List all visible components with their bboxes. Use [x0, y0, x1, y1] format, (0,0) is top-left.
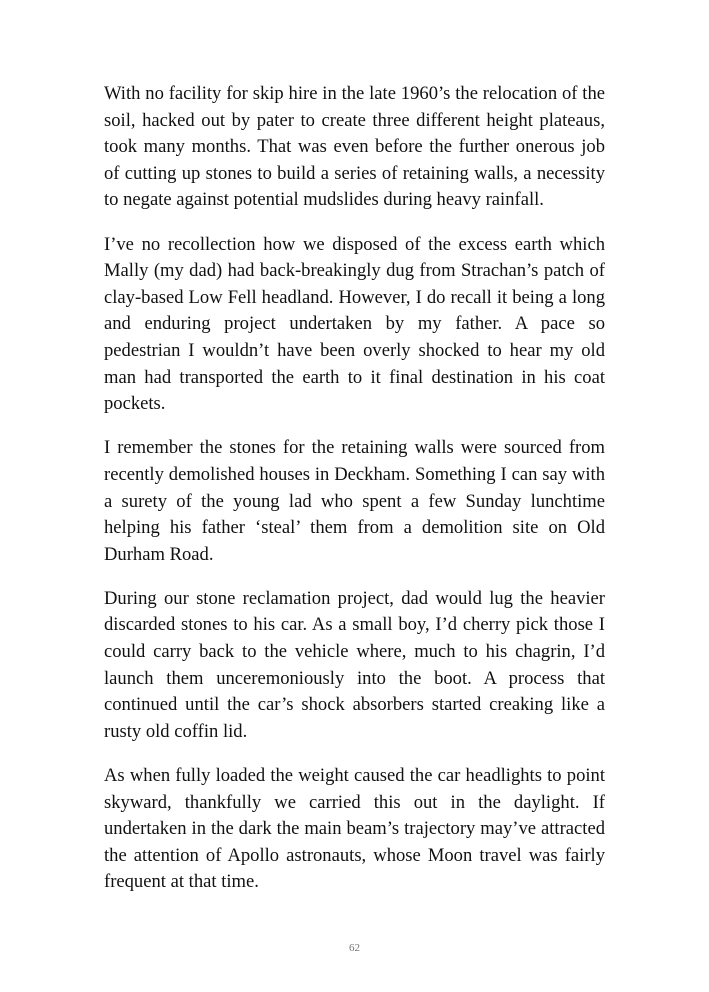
body-text [104, 81, 605, 914]
page-number: 62 [349, 942, 360, 954]
paragraph-2: I’ve no recollection how we disposed of the excess earth which Mally (my dad) had back-breakingly dug from Strachan’s patch of clay-based Low Fell headland. However, I do recall it being a long and enduring project undertaken by my father. A pace so pedestrian I wouldn’t have been overly shocked to hear my old man had transported the earth to it final destination in his coat pockets. [104, 233, 605, 415]
paragraph-1: With no facility for skip hire in the late 1960’s the relocation of the soil, hacked out by pater to create three different height plateaus, took many months. That was even before the further onerous job of cutting up stones to build a series of retaining walls, a necessity to negate against potential mudslides during heavy rainfall. [104, 83, 605, 211]
paragraph-5: As when fully loaded the weight caused the car headlights to point skyward, thankfully we carried this out in the daylight. If undertaken in the dark the main beam’s trajectory may’ve attracted the attention of Apollo astronauts, whose Moon travel was fairly frequent at that time. [104, 765, 605, 893]
paragraph-4: During our stone reclamation project, dad would lug the heavier discarded stones to his car. As a small boy, I’d cherry pick those I could carry back to the vehicle where, much to his chagrin, I’d launch them unceremoniously into the boot. A process that continued until the car’s shock absorbers started creaking like a rusty old coffin lid. [104, 587, 605, 742]
paragraph-3: I remember the stones for the retaining walls were sourced from recently demolished houses in Deckham. Something I can say with a surety of the young lad who spent a few Sunday lunchtime helping his father ‘steal’ them from a demolition site on Old Durham Road. [104, 437, 605, 565]
